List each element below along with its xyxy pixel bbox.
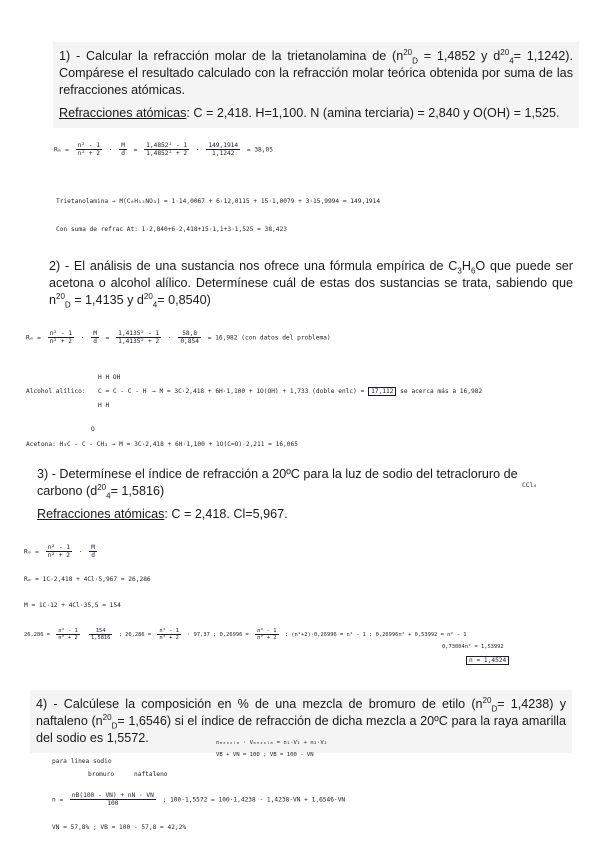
solution-4-label-naftaleno: naftaleno [134,771,168,778]
solution-2-alcohol-structure-bottom: H H [98,402,110,409]
problem-2-statement: 2) - El análisis de una sustancia nos ofrece una fórmula empírica de $C_3H_6O$ que puede ser acetona o alcohol alílico. Determínese cuál de estas dos sustancias se trata, sabiendo que $n^{20}_D = 1,4135$ y $d^{20}_4= 0,8540$) [49,259,573,310]
solution-3-rm-value: Rₘ = 1C·2,418 + 4Cl·5,967 = 26,286 [24,576,151,583]
problem-2-box [43,254,579,313]
solution-3-answer: n = 1,4524 [466,656,509,665]
solution-4-para-linea: para línea sodio [52,758,112,765]
problem-3-ccl4-note: CCl₄ [522,482,537,489]
solution-2-acetona-line: Acetona: H₃C - C - CH₃ → M = 3C·2,418 + 6H·1,100 + 1O(C=O)·2,211 = 16,065 [26,441,298,448]
solution-4-equation: n = $\frac{nB(100 - VN) + nN \cdot VN}{100}$ ; 100·1,5572 = 100·1,4238 - 1,4238·VN + 1,6546·VN [52,792,346,807]
problem-3-atomic-refractions: Refracciones atómicas: C = 2,418. Cl=5,967. [37,507,288,521]
solution-4-result: VN = 57,8% ; VB = 100 - 57,8 = 42,2% [52,824,187,831]
solution-2-rm-formula: Rₘ = $\frac{\text{n² - 1}}{\text{n² + 2}}$ · $\frac{M}{d}$ = $\frac{\text{1,4135² - 1}}{\text{1,4135² + 2}}$ · $\frac{58,8}{0,854}$ = 16,982 (con datos del problema) [26,330,331,345]
solution-4-label-bromuro: bromuro [88,771,115,778]
problem-1-statement: 1) - Calcular la refracción molar de la trietanolamina de ($n^{20}_D = 1,4852$ y $d^{20}_4= 1,1242$). Compárese el resultado calculado con la refracción molar teórica obtenida por suma de las refracciones atómicas. [59,47,573,97]
solution-1-molar-mass: Trietanolamina → M(C₆H₁₅NO₃) = 1·14,0067 + 6·12,0115 + 15·1,0079 + 3·15,9994 = 149,1914 [56,198,381,205]
problem-3-statement: 3) - Determínese el índice de refracción a 20ºC para la luz de sodio del tetracloruro de carbono $(d^{20}_4= 1,5816)$ [37,467,518,501]
solution-2-alcohol-calc: → M = 3C·2,418 + 6H·1,100 + 1O(OH) + 1,733 (doble enlc) = 17,112 se acerca más a 16,982 [152,388,483,395]
problem-3-box [31,462,579,527]
solution-2-alcohol-structure-top: H H OH [98,374,121,381]
problem-4-note-mixture: nₘₑₓₓₗₐ · Vₘₑₓₓₗₐ = n₁·V₁ + n₂·V₂ [216,740,328,746]
solution-3-equation: 26,286 = $\frac{\text{n² - 1}}{\text{n² + 2}}$ $\frac{154}{1,5816}$ ; 26,286 = $\frac{\text{n² - 1}}{\text{n² + 2}}$ · 97,37 ; 0,26996 = $\frac{\text{n² - 1}}{\text{n² + 2}}$ ; (n²+2)·0,26996 = n² - 1 ; 0,26996n² + 0,53992 = n² - 1 [24,628,467,641]
solution-2-acetona-o: O [91,426,95,433]
solution-1-rm-formula: Rₘ = $\frac{\text{n² - 1}}{\text{n² + 2}}$ · $\frac{M}{d}$ = $\frac{\text{1,4852² - 1}}{\text{1,4852² + 2}}$ · $\frac{149,1914}{1,1242}$ = 38,05 [54,142,273,157]
solution-3-equation-cont: 0,73004n² = 1,53992 [442,644,504,650]
solution-1-sum-refractions: Con suma de refrac At: 1·2,840+6·2,418+15·1,1+3·1,525 = 38,423 [56,226,287,233]
problem-1-atomic-refractions: Refracciones atómicas: C = 2,418. H=1,100. N (amina terciaria) = 2,840 y O(OH) = 1,525. [59,106,560,120]
solution-2-alcohol-structure: C = C - C - H [98,388,147,395]
solution-3-molar-mass: M = 1C·12 + 4Cl·35,5 = 154 [24,602,121,609]
problem-4-statement: 4) - Calcúlese la composición en % de una mezcla de bromuro de etilo $(n^{20}_D= 1,4238)$ y naftaleno $(n^{20}_D= 1,6546)$ si el índice de refracción de dicha mezcla a 20ºC para la raya amarilla del sodio es 1,5572. [36,695,566,745]
problem-1-box [53,42,579,128]
solution-2-alcohol-label: Alcohol alílico: [26,388,86,395]
solution-3-rm-formula: Rₘ = $\frac{\text{n² - 1}}{\text{n² + 2}}$ · $\frac{M}{d}$ [24,544,95,559]
problem-4-note-volumes: VB + VN = 100 ; VB = 100 - VN [216,752,314,758]
solution-2-alcohol-result: 17,112 [368,387,396,396]
